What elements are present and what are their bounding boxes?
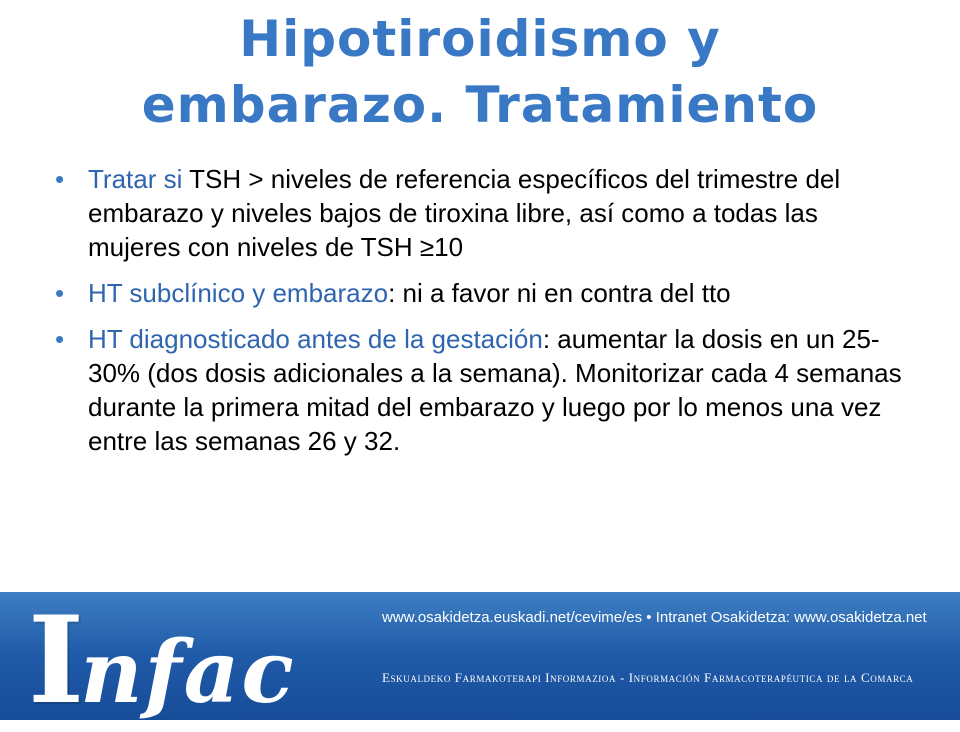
bullet-item <box>55 162 905 264</box>
bullet-highlight: HT subclínico y embarazo <box>88 278 389 308</box>
bullet-dot-icon: • <box>55 278 65 308</box>
bullet-text: : aumentar la dosis en un 25-30% (dos dosis adicionales a la semana). Monitorizar cada 4 semanas durante la primera mitad del embarazo y luego por lo menos una vez entre las semanas 26 y 32. <box>88 324 902 456</box>
bullet-highlight: Tratar si <box>88 164 183 194</box>
bullet-item <box>55 322 905 458</box>
footer-banner <box>0 590 960 731</box>
slide-title-line-2: embarazo. Tratamiento <box>141 76 819 134</box>
slide-title-line-1: Hipotiroidismo y <box>239 10 721 68</box>
bullet-dot-icon: • <box>55 164 65 194</box>
bullet-highlight: HT diagnosticado antes de la gestación <box>88 324 543 354</box>
bullet-text: : ni a favor ni en contra del tto <box>388 278 731 308</box>
logo-initial: I <box>28 590 87 731</box>
bullet-list <box>55 162 905 470</box>
bullet-dot-icon: • <box>55 324 65 354</box>
footer-url-line: www.osakidetza.euskadi.net/cevime/es • Intranet Osakidetza: www.osakidetza.net <box>382 609 927 626</box>
logo-rest: nfac <box>80 622 296 723</box>
footer-subtitle: Eskualdeko Farmakoterapi Informazioa - Información Farmacoterapéutica de la Comarca <box>382 670 914 685</box>
bullet-item <box>55 276 905 310</box>
slide-title <box>0 6 960 138</box>
bullet-text: TSH > niveles de referencia específicos del trimestre del embarazo y niveles bajos de tiroxina libre, así como a todas las mujeres con niveles de TSH ≥10 <box>88 164 841 262</box>
infac-logo <box>28 590 296 731</box>
